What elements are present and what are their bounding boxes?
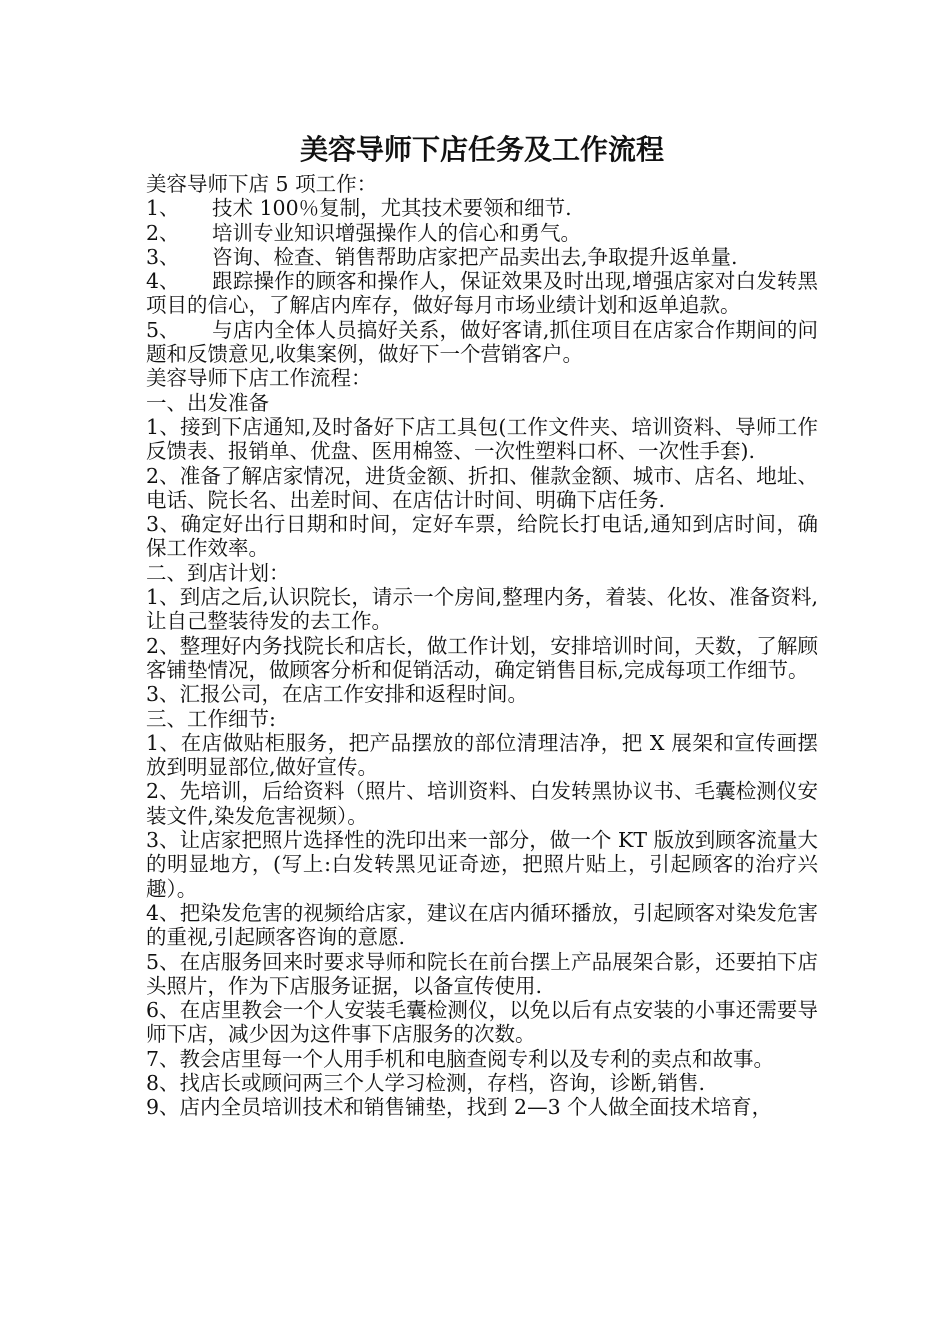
process-heading: 美容导师下店工作流程：	[146, 366, 372, 391]
item-text: 培训专业知识增强操作人的信心和勇气。	[212, 220, 581, 245]
item-text: 跟踪操作的顾客和操作人，保证效果及时出现,增强店家对白发转黑项目的信心，了解店内库存，做好每月市场业绩计划和返单追款。	[146, 269, 818, 318]
list-item: 9、店内全员培训技术和销售铺垫，找到 2—3 个人做全面技术培育，	[146, 1095, 773, 1120]
five-tasks-list	[146, 196, 818, 366]
item-text: 技术 100％复制，尤其技术要领和细节.	[212, 196, 572, 221]
list-item: 2、准备了解店家情况，进货金额、折扣、催款金额、城市、店名、地址、电话、院长名、出差时间、在店估计时间、明确下店任务.	[146, 463, 818, 512]
list-item	[146, 318, 818, 367]
list-item: 8、找店长或顾问两三个人学习检测，存档，咨询，诊断,销售.	[146, 1070, 706, 1095]
list-item: 5、在店服务回来时要求导师和院长在前台摆上产品展架合影，还要拍下店头照片，作为下店服务证据，以备宣传使用.	[146, 949, 818, 998]
section-heading: 二、到店计划：	[146, 560, 290, 585]
document-page	[146, 128, 818, 1120]
item-number: 5、	[146, 317, 180, 342]
list-item	[146, 269, 818, 318]
list-item: 7、教会店里每一个人用手机和电脑查阅专利以及专利的卖点和故事。	[146, 1046, 775, 1071]
list-item: 1、到店之后,认识院长，请示一个房间,整理内务，着装、化妆、准备资料,让自己整装待发的去工作。	[146, 585, 818, 634]
list-item: 6、在店里教会一个人安装毛囊检测仪，以免以后有点安装的小事还需要导师下店，减少因为这件事下店服务的次数。	[146, 998, 818, 1047]
list-item: 2、先培训，后给资料（照片、培训资料、白发转黑协议书、毛囊检测仪安装文件,染发危害视频）。	[146, 779, 818, 828]
intro-heading: 美容导师下店 5 项工作：	[146, 172, 378, 196]
list-item: 3、让店家把照片选择性的洗印出来一部分，做一个 KT 版放到顾客流量大的明显地方，(写上:白发转黑见证奇迹，把照片贴上，引起顾客的治疗兴趣）。	[146, 828, 818, 901]
item-number: 4、	[146, 269, 180, 294]
page-title: 美容导师下店任务及工作流程	[299, 133, 664, 166]
list-item: 3、确定好出行日期和时间，定好车票，给院长打电话,通知到店时间，确保工作效率。	[146, 512, 818, 561]
list-item	[146, 221, 818, 245]
item-text: 咨询、检查、销售帮助店家把产品卖出去,争取提升返单量.	[212, 244, 738, 269]
list-item: 1、接到下店通知,及时备好下店工具包(工作文件夹、培训资料、导师工作反馈表、报销单、优盘、医用棉签、一次性塑料口杯、一次性手套).	[146, 414, 818, 464]
item-number: 1、	[146, 196, 180, 221]
list-item: 3、汇报公司，在店工作安排和返程时间。	[146, 682, 529, 707]
item-number: 3、	[146, 244, 180, 269]
section-heading: 一、出发准备	[146, 390, 269, 415]
list-item: 2、整理好内务找院长和店长，做工作计划，安排培训时间，天数，了解顾客铺垫情况，做顾客分析和促销活动，确定销售目标,完成每项工作细节。	[146, 633, 818, 682]
list-item	[146, 245, 818, 269]
list-item: 4、把染发危害的视频给店家，建议在店内循环播放，引起顾客对染发危害的重视,引起顾客咨询的意愿.	[146, 900, 818, 950]
item-text: 与店内全体人员搞好关系，做好客请,抓住项目在店家合作期间的问题和反馈意见,收集案例，做好下一个营销客户。	[146, 317, 818, 367]
list-item: 1、在店做贴柜服务，把产品摆放的部位清理洁净，把 X 展架和宣传画摆放到明显部位,做好宣传。	[146, 730, 818, 780]
list-item	[146, 196, 818, 220]
item-number: 2、	[146, 220, 180, 245]
section-heading: 三、工作细节:	[146, 706, 276, 731]
